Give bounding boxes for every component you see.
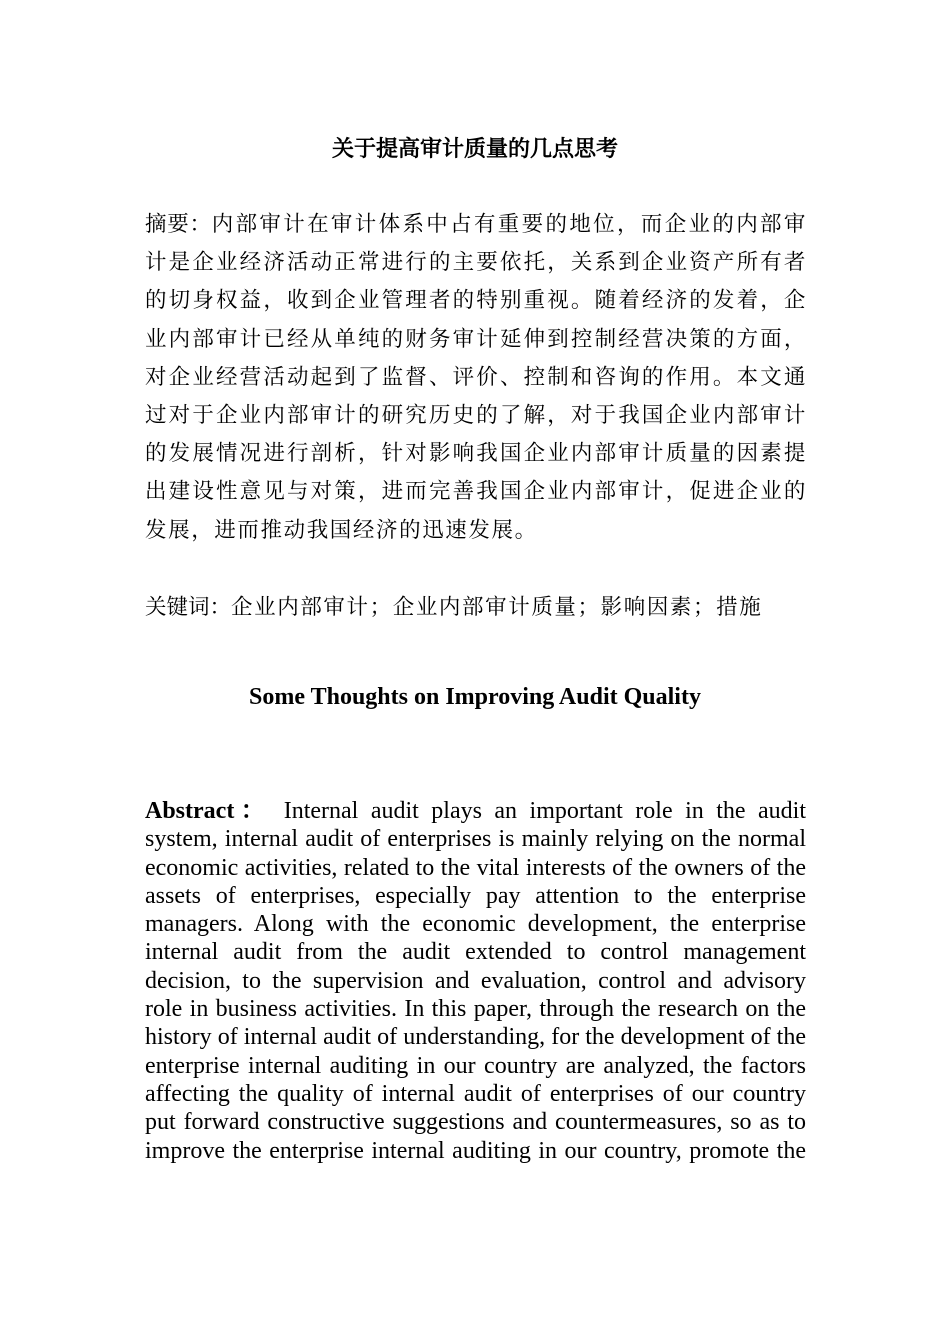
english-abstract-label: Abstract：	[145, 798, 272, 824]
english-title: Some Thoughts on Improving Audit Quality	[249, 684, 701, 710]
chinese-keywords-text: 企业内部审计；企业内部审计质量；影响因素；措施	[231, 595, 763, 620]
chinese-abstract-label: 摘要：	[145, 212, 212, 237]
chinese-keywords-label: 关键词：	[145, 595, 232, 620]
chinese-abstract	[145, 206, 807, 550]
chinese-title: 关于提高审计质量的几点思考	[331, 137, 618, 162]
english-abstract	[145, 797, 806, 1165]
english-abstract-text: Internal audit plays an important role in the audit system, internal audit of enterprises is mainly relying on the normal economic activities, related to the vital interests of the owners of the assets of enterprises, especially pay attention to the enterprise managers. Along with the economic development, the enterprise internal audit from the audit extended to control management decision, to the supervision and evaluation, control and advisory role in business activities. In this paper, through the research on the history of internal audit of understanding, for the development of the enterprise internal auditing in our country are analyzed, the factors affecting the quality of internal audit of enterprises of our country put forward constructive suggestions and countermeasures, so as to improve the enterprise internal auditing in our country, promote the	[145, 798, 806, 1164]
chinese-keywords	[145, 589, 825, 627]
chinese-abstract-text: 内部审计在审计体系中占有重要的地位，而企业的内部审计是企业经济活动正常进行的主要依托，关系到企业资产所有者的切身权益，收到企业管理者的特别重视。随着经济的发着，企业内部审计已经从单纯的财务审计延伸到控制经营决策的方面，对企业经营活动起到了监督、评价、控制和咨询的作用。本文通过对于企业内部审计的研究历史的了解，对于我国企业内部审计的发展情况进行剖析，针对影响我国企业内部审计质量的因素提出建设性意见与对策，进而完善我国企业内部审计，促进企业的发展，进而推动我国经济的迅速发展。	[145, 212, 807, 543]
